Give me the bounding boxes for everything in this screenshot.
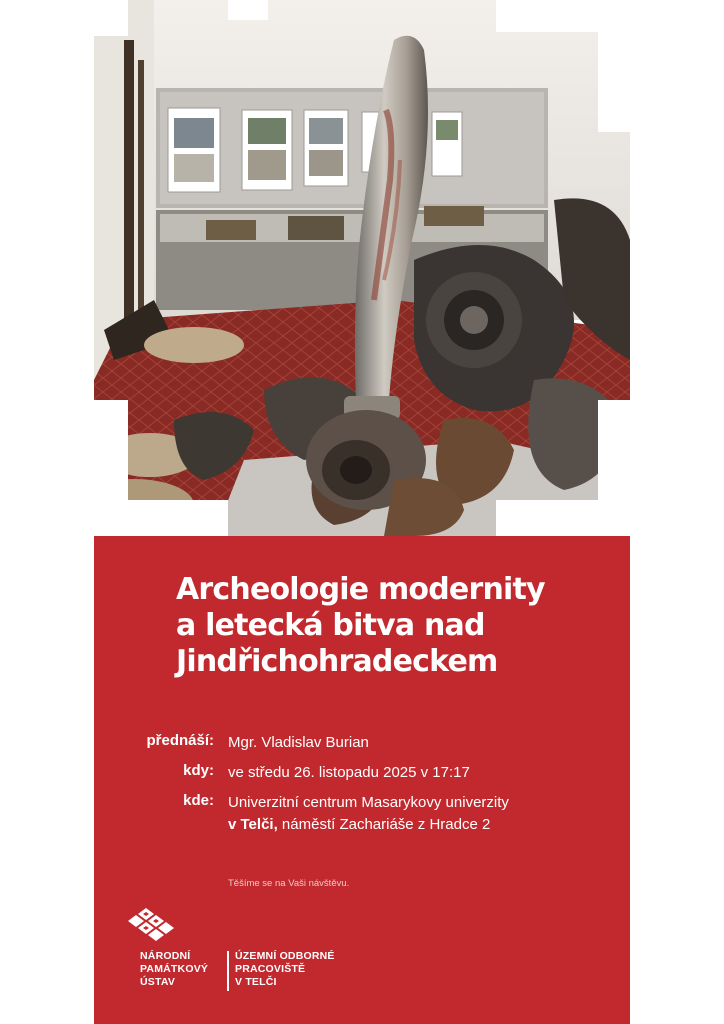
- date-row: [94, 762, 630, 786]
- event-title: [176, 572, 616, 680]
- organization-name: [140, 950, 208, 989]
- logo-divider: [227, 951, 229, 991]
- organization-name-line-1: NÁRODNÍ: [140, 950, 191, 962]
- organization-name-line-3: ÚSTAV: [140, 976, 176, 988]
- date-value: ve středu 26. listopadu 2025 v 17:17: [228, 764, 470, 781]
- location-line-2: [228, 814, 628, 836]
- poster: [94, 0, 630, 1024]
- exhibition-photo-propeller: [94, 0, 630, 536]
- department-name-line-2: PRACOVIŠTĚ: [235, 963, 306, 975]
- event-title-line-3: Jindřichohradeckem: [176, 644, 498, 679]
- npu-logo-icon: [126, 906, 182, 946]
- location-town: v Telči,: [228, 816, 278, 833]
- department-name-line-1: ÚZEMNÍ ODBORNÉ: [235, 950, 335, 962]
- organization-name-line-2: PAMÁTKOVÝ: [140, 963, 209, 975]
- date-label: kdy:: [183, 762, 214, 779]
- location-address: náměstí Zachariáše z Hradce 2: [277, 816, 491, 833]
- speaker-label: přednáší:: [146, 732, 214, 749]
- greeting-text: Těšíme se na Vaši návštěvu.: [228, 878, 350, 889]
- department-name: [235, 950, 335, 989]
- location-row: [94, 792, 630, 840]
- location-label: kde:: [183, 792, 214, 809]
- department-name-line-3: V TELČI: [235, 976, 277, 988]
- event-info-panel: [94, 536, 630, 1024]
- location-value: [228, 792, 628, 836]
- event-title-line-2: a letecká bitva nad: [176, 608, 485, 643]
- event-title-line-1: Archeologie modernity: [176, 572, 545, 607]
- speaker-value: Mgr. Vladislav Burian: [228, 734, 369, 751]
- location-line-1: Univerzitní centrum Masarykovy univerzity: [228, 794, 509, 811]
- speaker-row: [94, 732, 630, 756]
- exhibition-photo: [94, 0, 630, 536]
